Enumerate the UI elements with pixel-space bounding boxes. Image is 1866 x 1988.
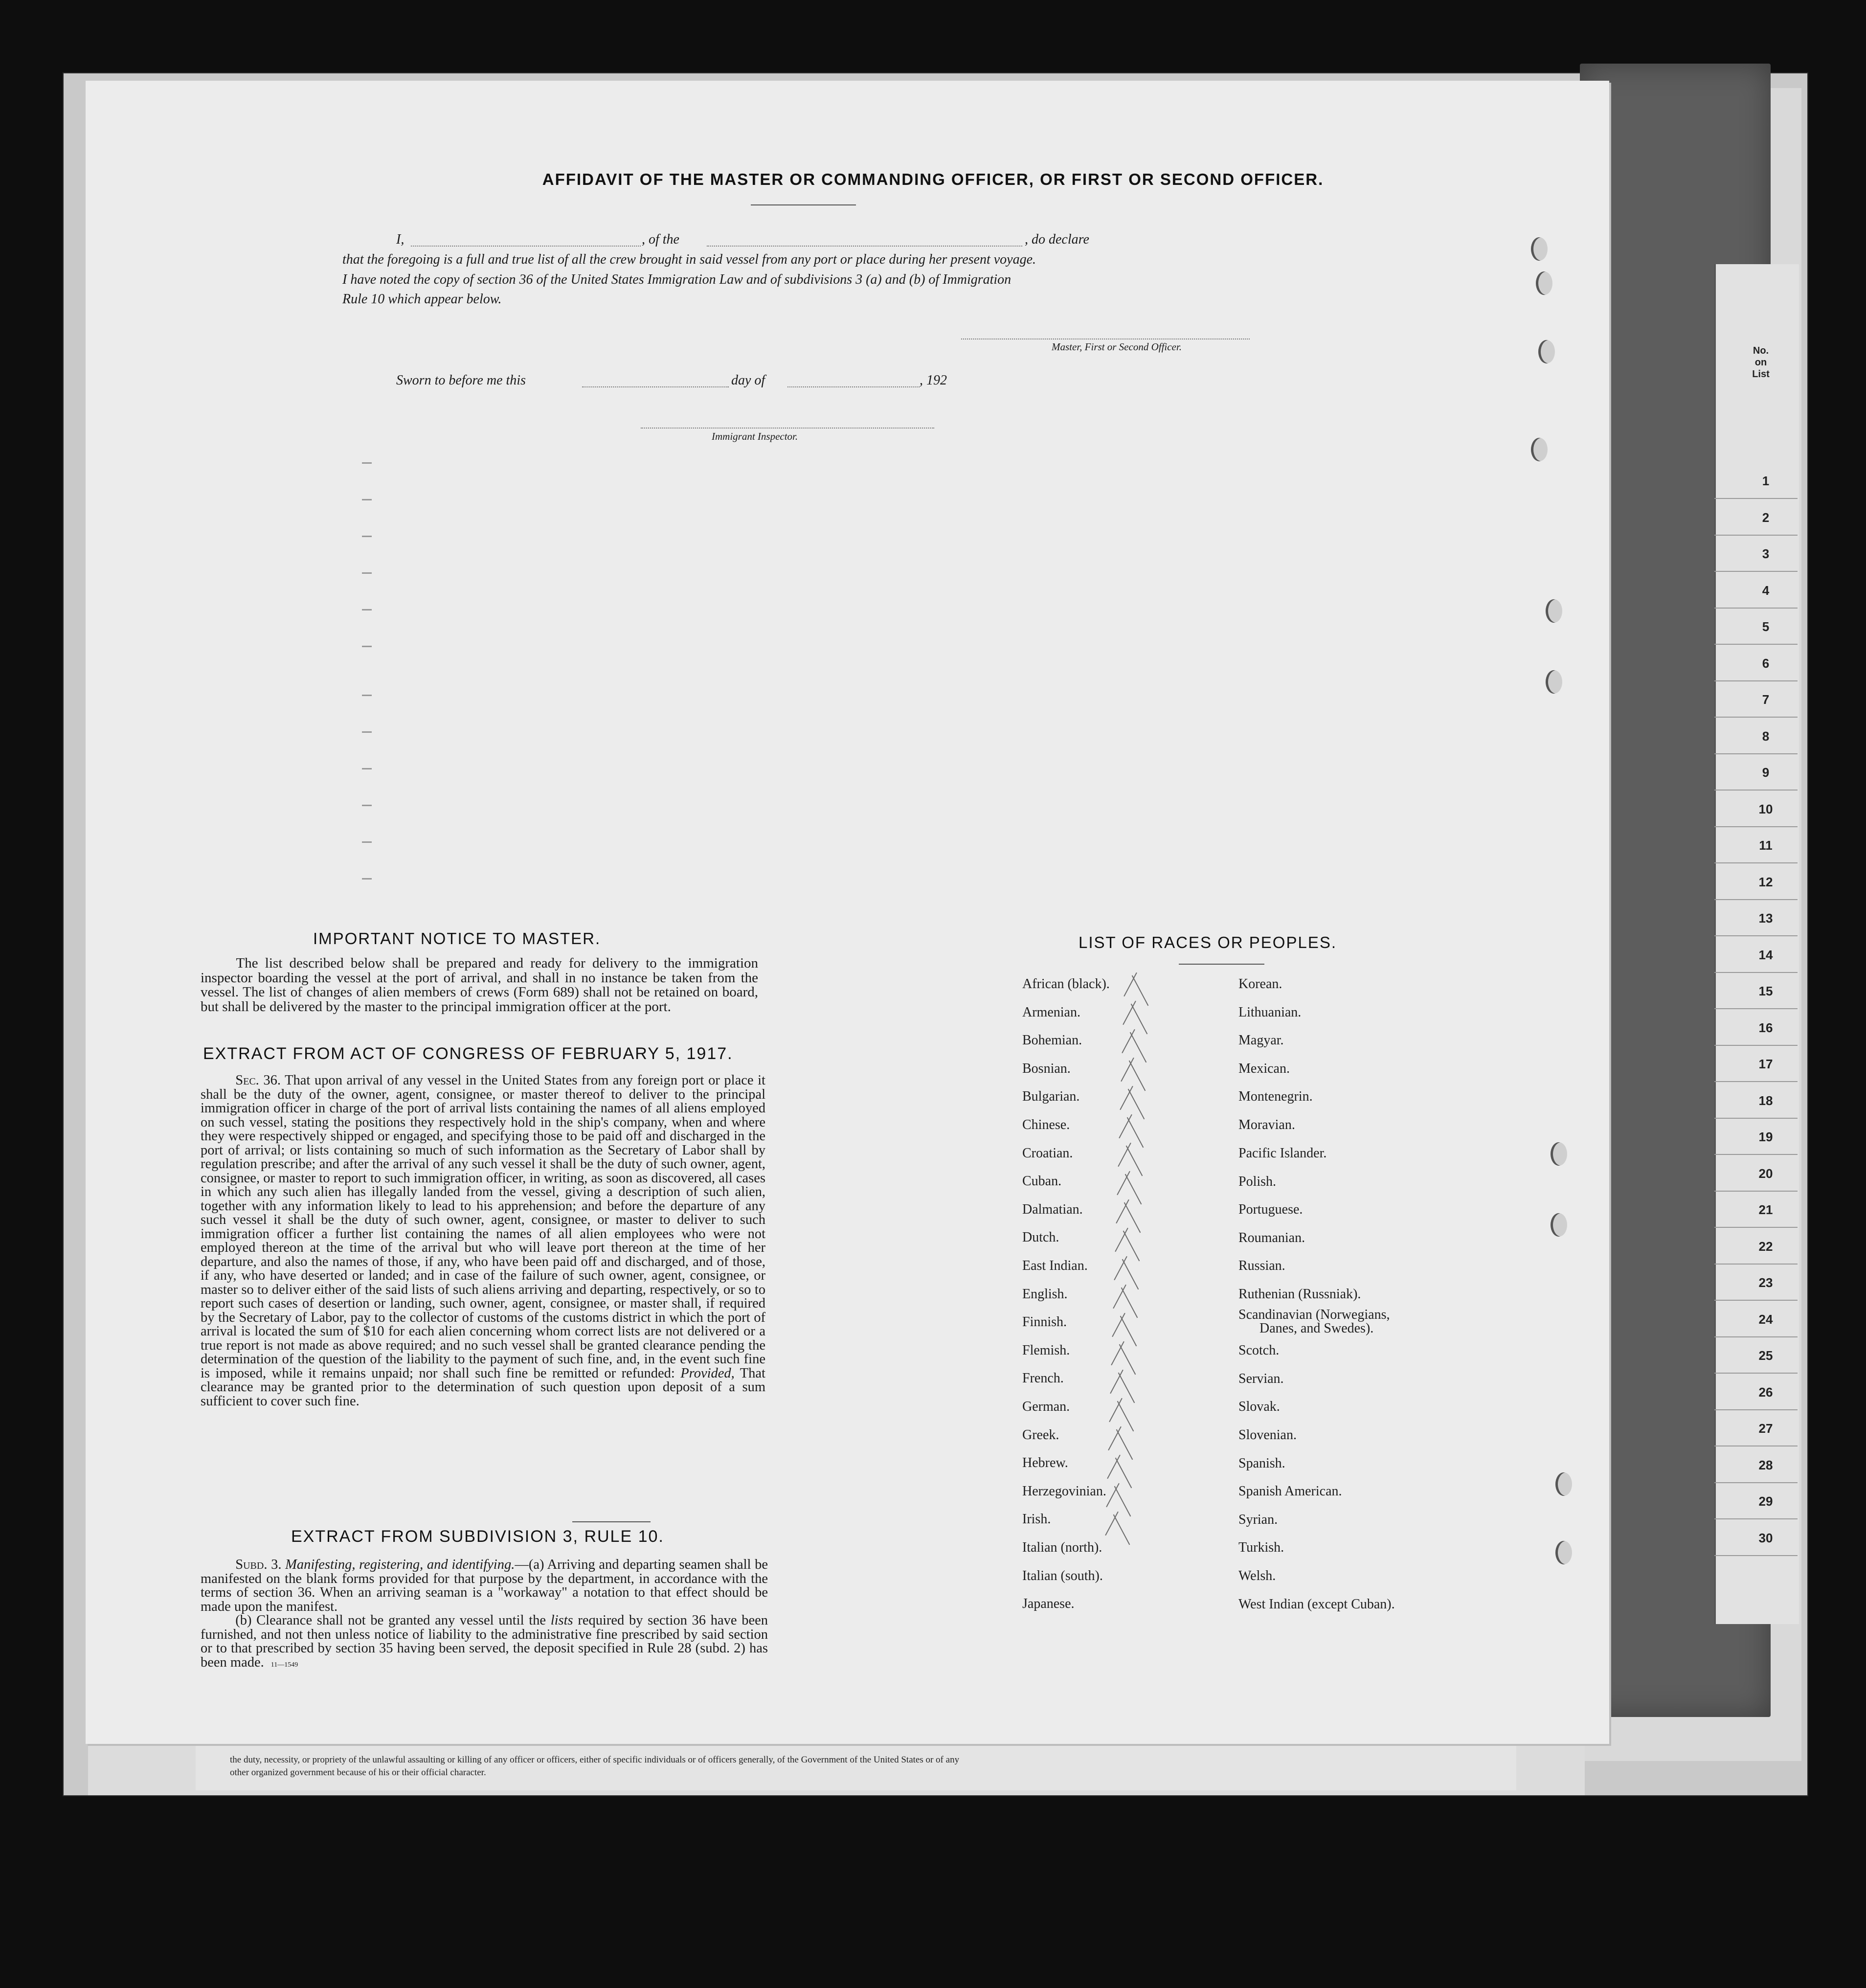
row-rule	[1714, 644, 1798, 645]
row-number: 15	[1758, 984, 1773, 998]
vessel-field[interactable]	[707, 246, 1022, 247]
row-number: 12	[1758, 874, 1773, 889]
affidavit-line3: I have noted the copy of section 36 of the United States Immigration Law and of subdivisions 3 (a) and (b) of Immigration	[342, 271, 1012, 287]
row-rule	[1714, 680, 1798, 681]
races-title-rule	[1179, 964, 1264, 965]
row-number: 2	[1762, 510, 1770, 525]
race-item: Russian.	[1238, 1258, 1285, 1273]
lists-word: lists	[550, 1613, 573, 1628]
race-item: Spanish American.	[1238, 1484, 1342, 1499]
row-rule	[1714, 1008, 1798, 1009]
race-item: Armenian.	[1022, 1004, 1080, 1020]
row-number: 4	[1762, 583, 1770, 598]
race-item: Chinese.	[1022, 1117, 1070, 1132]
race-item: Slovenian.	[1238, 1427, 1297, 1443]
para-b-text-2: required by section 36 have been furnished, and not then unless notice of liability to the administrative fine prescribed by said section or to that prescribed by section 35 having been served, the deposit specified in Rule 28 (subd. 2) has been made.	[201, 1613, 768, 1670]
row-rule	[1714, 753, 1798, 754]
race-item: Turkish.	[1238, 1540, 1284, 1555]
form-number: 11—1549	[270, 1661, 298, 1669]
row-number: 24	[1758, 1311, 1773, 1327]
row-number: 11	[1759, 838, 1773, 853]
race-item: Bulgarian.	[1022, 1089, 1080, 1105]
bleed-mark	[362, 499, 372, 500]
row-rule	[1714, 1555, 1798, 1556]
row-rule	[1714, 717, 1798, 718]
race-item: Servian.	[1238, 1371, 1284, 1386]
row-rule	[1714, 862, 1798, 863]
race-item: Italian (north).	[1022, 1540, 1102, 1555]
i-label: I,	[396, 232, 405, 247]
race-item: Finnish.	[1022, 1314, 1067, 1330]
of-the-label: , of the	[642, 232, 679, 247]
race-item: Roumanian.	[1238, 1230, 1305, 1245]
race-item: Herzegovinian.	[1022, 1483, 1106, 1499]
row-rule	[1714, 571, 1798, 572]
punch-hole	[1555, 1541, 1572, 1564]
bottom-strip-line1: the duty, necessity, or propriety of the unlawful assaulting or killing of any officer or officers, either of specific individuals or of officers generally, of the Government of the United States or of any	[230, 1755, 960, 1765]
subdivision-text	[201, 1558, 768, 1670]
row-rule	[1714, 1118, 1798, 1119]
act-title: EXTRACT FROM ACT OF CONGRESS OF FEBRUARY 5, 1917.	[203, 1044, 733, 1063]
year-label: , 192	[920, 373, 947, 388]
punch-hole	[1546, 670, 1562, 694]
para-b-marker: (b)	[235, 1613, 252, 1628]
race-item: Danes, and Swedes).	[1259, 1321, 1374, 1336]
punch-hole	[1531, 438, 1548, 461]
punch-hole	[1546, 599, 1562, 623]
do-declare-label: , do declare	[1025, 232, 1089, 247]
race-item: Portuguese.	[1238, 1202, 1303, 1217]
row-rule	[1714, 1300, 1798, 1301]
row-number: 28	[1758, 1457, 1773, 1472]
sworn-month-field[interactable]	[787, 386, 920, 387]
bleed-mark	[362, 841, 372, 843]
bottom-strip-text	[230, 1754, 1198, 1779]
row-rule	[1714, 1409, 1798, 1410]
header-list: List	[1752, 369, 1770, 380]
row-number: 13	[1758, 911, 1773, 926]
race-item: Magyar.	[1238, 1033, 1284, 1048]
row-rule	[1714, 1154, 1798, 1155]
bleed-mark	[362, 768, 372, 769]
bleed-mark	[362, 646, 372, 647]
race-item: Montenegrin.	[1238, 1089, 1313, 1104]
row-rule	[1714, 1191, 1798, 1192]
punch-hole	[1551, 1142, 1567, 1166]
bleed-mark	[362, 572, 372, 574]
header-no: No.	[1753, 345, 1769, 356]
race-item: Flemish.	[1022, 1342, 1070, 1358]
affidavit-line2: that the foregoing is a full and true list of all the crew brought in said vessel from any port or place during her present voyage.	[342, 252, 1036, 267]
race-item: Mexican.	[1238, 1061, 1290, 1076]
affidavit-title: AFFIDAVIT OF THE MASTER OR COMMANDING OFFICER, OR FIRST OR SECOND OFFICER.	[542, 170, 1324, 188]
affidavit-body	[342, 230, 1262, 310]
affidavit-line4: Rule 10 which appear below.	[342, 292, 502, 307]
punch-hole	[1536, 271, 1552, 295]
race-item: Korean.	[1238, 976, 1282, 992]
row-number: 5	[1762, 619, 1770, 634]
act-end-rule	[572, 1521, 651, 1522]
row-number: 22	[1758, 1239, 1773, 1254]
row-number: 26	[1758, 1384, 1773, 1400]
row-number: 9	[1762, 765, 1770, 780]
row-number: 21	[1758, 1202, 1773, 1217]
crew-number-column	[1714, 264, 1799, 1624]
header-on: on	[1754, 357, 1767, 368]
subd-label: Subd. 3.	[235, 1557, 282, 1572]
row-number: 27	[1758, 1421, 1773, 1436]
race-item: Scandinavian (Norwegians,	[1238, 1307, 1390, 1322]
punch-hole	[1538, 340, 1555, 363]
row-number: 7	[1762, 692, 1770, 707]
race-item: Spanish.	[1238, 1456, 1285, 1471]
row-rule	[1714, 1482, 1798, 1483]
row-number: 23	[1758, 1275, 1773, 1290]
para-a-text: Arriving and departing seamen shall be manifested on the blank forms provided for that purpose by the department, in accordance with the terms of section 36. When an arriving seaman is a "workaway" a notation to that effect should be made upon the manifest.	[201, 1557, 768, 1614]
sec-text-1: That upon arrival of any vessel in the United States from any foreign port or place it shall be the duty of the owner, agent, consignee, or master thereof to deliver to the principal immigration officer in charge of the port of arrival lists containing the names of all aliens employed on such vessel, stating the positions they respectively hold in the ship's company, when and where they were respectively shipped or engaged, and specifying those to be paid off and discharged in the port of arrival; or lists containing so much of such information as the Secretary of Labor shall by regulation prescribe; and after the arrival of any such vessel it shall be the duty of such owner, agent, consignee, or master to report to such immigration officer, in writing, as soon as discovered, all cases in which any such alien has illegally landed from the vessel, giving a description of such alien, together with any information likely to lead to his apprehension; and before the departure of any such vessel it shall be the duty of such owner, agent, consignee, or master to deliver to such immigration officer a further list containing the names of all alien employees who were not employed thereon at the time of the arrival but who will leave port thereon at the time of her departure, and also the names of those, if any, who have been paid off and discharged, and of those, if any, who have deserted or landed; and in case of the failure of such owner, agent, consignee, or master so to deliver either of the said lists of such aliens arriving and departing, respectively, or so to report such cases of desertion or landing, such owner, agent, consignee, or master shall, if required by the Secretary of Labor, pay to the collector of customs of the customs district in which the port of arrival is located the sum of $10 for each alien concerning whom correct lists are not delivered or a true report is not made as above required; and no such vessel shall be granted clearance pending the determination of the question of the liability to the payment of such fine, and, in the event such fine is imposed, while it remains unpaid; nor shall such fine be remitted or refunded:	[201, 1073, 765, 1381]
race-item: English.	[1022, 1286, 1068, 1302]
row-number: 19	[1758, 1130, 1773, 1144]
row-number: 16	[1758, 1020, 1773, 1035]
row-rule	[1714, 608, 1798, 609]
race-item: Scotch.	[1238, 1343, 1280, 1358]
row-rule	[1714, 899, 1798, 900]
row-number: 10	[1758, 801, 1773, 816]
race-item: French.	[1022, 1371, 1064, 1386]
race-item: Pacific Islander.	[1238, 1146, 1327, 1161]
row-number: 20	[1758, 1166, 1773, 1181]
provided-word: Provided,	[680, 1365, 735, 1381]
race-item: Greek.	[1022, 1427, 1059, 1443]
race-item: Welsh.	[1238, 1568, 1276, 1583]
bottom-strip-line2: other organized government because of his or their official character.	[230, 1767, 486, 1778]
inspector-label: Immigrant Inspector.	[712, 430, 798, 442]
row-rule	[1714, 1373, 1798, 1374]
row-number: 29	[1758, 1494, 1773, 1509]
race-item: Syrian.	[1238, 1512, 1278, 1527]
row-number: 3	[1762, 546, 1770, 561]
section-36-text	[201, 1074, 765, 1408]
race-item: Bohemian.	[1022, 1033, 1082, 1048]
race-item: Italian (south).	[1022, 1568, 1103, 1583]
bleed-mark	[362, 805, 372, 806]
para-b	[201, 1614, 768, 1670]
race-item: Moravian.	[1238, 1117, 1295, 1132]
affidavit-line1	[342, 230, 1262, 250]
title-rule	[751, 204, 856, 205]
row-number: 30	[1758, 1530, 1773, 1545]
sec-text-2: That clearance may be granted prior to the determination of such question upon deposit of a sum sufficient to cover such fine.	[201, 1365, 765, 1409]
row-rule	[1714, 790, 1798, 791]
race-item: Japanese.	[1022, 1596, 1075, 1612]
punch-hole	[1555, 1472, 1572, 1496]
race-item: Ruthenian (Russniak).	[1238, 1287, 1361, 1302]
race-item: African (black).	[1022, 976, 1110, 992]
race-item: East Indian.	[1022, 1258, 1088, 1273]
row-number: 6	[1762, 655, 1770, 671]
inspector-signature-field[interactable]	[641, 428, 934, 429]
row-rule	[1714, 1081, 1798, 1082]
sec-label: Sec. 36.	[235, 1073, 281, 1088]
punch-hole	[1531, 237, 1548, 261]
row-number: 18	[1758, 1093, 1773, 1108]
subd-heading: Manifesting, registering, and identifying.	[285, 1557, 515, 1572]
master-signature-label: Master, First or Second Officer.	[1052, 341, 1182, 353]
para-b-text-1: Clearance shall not be granted any vessel until the	[256, 1613, 546, 1628]
notice-title: IMPORTANT NOTICE TO MASTER.	[313, 929, 601, 948]
race-item: Dutch.	[1022, 1230, 1059, 1245]
row-rule	[1714, 1518, 1798, 1519]
bleed-mark	[362, 536, 372, 537]
punch-hole	[1551, 1213, 1567, 1237]
race-item: Polish.	[1238, 1174, 1277, 1189]
race-item: Lithuanian.	[1238, 1005, 1302, 1020]
row-rule	[1714, 935, 1798, 936]
sworn-day-field[interactable]	[582, 386, 729, 387]
subdivision-title: EXTRACT FROM SUBDIVISION 3, RULE 10.	[291, 1527, 664, 1546]
race-item: German.	[1022, 1399, 1070, 1414]
race-item: Hebrew.	[1022, 1455, 1068, 1471]
row-rule	[1714, 498, 1798, 499]
para-a-marker: —(a)	[515, 1557, 544, 1572]
row-rule	[1714, 972, 1798, 973]
sworn-label: Sworn to before me this	[396, 373, 526, 388]
row-number: 8	[1762, 728, 1770, 744]
day-of-label: day of	[731, 373, 765, 388]
race-item: West Indian (except Cuban).	[1238, 1597, 1395, 1612]
row-rule	[1714, 1264, 1798, 1265]
name-field[interactable]	[411, 246, 641, 247]
row-rule	[1714, 1336, 1798, 1337]
race-item: Bosnian.	[1022, 1061, 1071, 1076]
races-title: LIST OF RACES OR PEOPLES.	[1079, 933, 1337, 951]
race-item: Cuban.	[1022, 1174, 1062, 1189]
bleed-mark	[362, 878, 372, 880]
race-item: Slovak.	[1238, 1399, 1280, 1414]
row-number: 25	[1758, 1348, 1773, 1363]
race-item: Irish.	[1022, 1512, 1051, 1527]
row-rule	[1714, 826, 1798, 827]
row-number: 14	[1758, 947, 1773, 962]
bleed-mark	[362, 695, 372, 696]
bleed-mark	[362, 609, 372, 610]
main-page	[86, 81, 1609, 1744]
row-rule	[1714, 535, 1798, 536]
notice-body: The list described below shall be prepared and ready for delivery to the immigration inspector boarding the vessel at the port of arrival, and shall in no instance be taken from the vessel. The list of changes of alien members of crews (Form 689) shall not be retained on board, but shall be delivered by the master to the principal immigration officer at the port.	[201, 955, 758, 1015]
para-a	[201, 1558, 768, 1614]
row-number: 17	[1758, 1057, 1773, 1071]
row-number: 1	[1762, 474, 1770, 488]
row-rule	[1714, 1045, 1798, 1046]
race-item: Dalmatian.	[1022, 1201, 1083, 1217]
row-rule	[1714, 1227, 1798, 1228]
column-header	[1731, 345, 1790, 380]
race-item: Croatian.	[1022, 1145, 1073, 1161]
bleed-mark	[362, 731, 372, 733]
bleed-mark	[362, 462, 372, 464]
